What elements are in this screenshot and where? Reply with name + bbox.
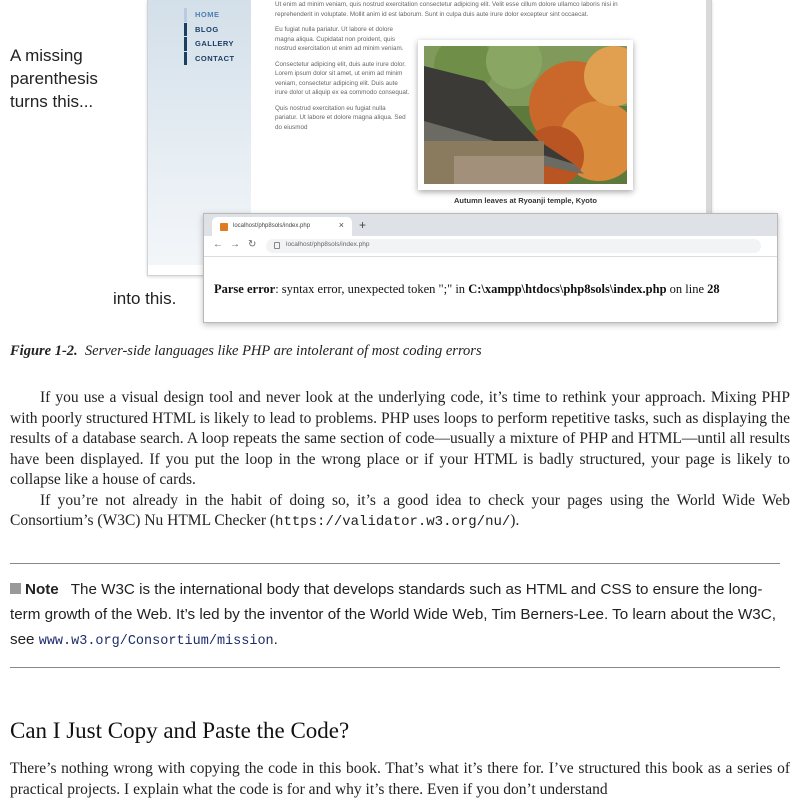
website-nav-home: HOME	[184, 8, 235, 22]
address-url: localhost/php8sols/index.php	[286, 241, 370, 248]
body-paragraph-end: ).	[510, 512, 520, 529]
favicon-icon	[220, 223, 228, 231]
reload-icon: ↻	[248, 239, 257, 250]
figure-label-before: A missing parenthesis turns this...	[10, 46, 98, 111]
note-heading: Note	[25, 581, 59, 598]
website-paragraph: Consectetur adipicing elit, duis aute irure dolor. Lorem ipsum dolor sit amet, ut enim ad minim veniam, consectetur adipicing elit. Duis aute irure dolor ut aliquip ex ea commodo consequat.	[275, 60, 410, 96]
note-square-icon	[10, 583, 21, 594]
body-paragraph: If you use a visual design tool and never look at the underlying code, it’s time to rethink your approach. Mixing PHP with poorly structured HTML is likely to lead to problems. PHP uses loops to perform repetitive tasks, such as displaying the results of a database search. A loop repeats the same section of code—usually a mixture of PHP and HTML—until all results have been displayed. If you put the loop in the wrong place or if your HTML is badly structured, your page is likely to collapse like a house of cards.	[10, 389, 790, 488]
address-bar	[266, 239, 761, 253]
browser-tab-title: localhost/php8sols/index.php	[233, 223, 311, 229]
back-arrow-icon: ←	[213, 239, 223, 250]
note-text-end: .	[273, 631, 278, 648]
figure	[0, 0, 800, 335]
section-paragraph: There’s nothing wrong with copying the code in this book. That’s what it’s there for. I’ve structured this book as a series of practical projects. I explain what the code is for and why it’s there. Even if you don’t understand	[10, 760, 790, 798]
forward-arrow-icon: →	[230, 239, 240, 250]
website-nav	[184, 8, 235, 66]
website-intro-paragraph: Ut enim ad minim veniam, quis nostrud exercitation consectetur adipicing elit. Velit esse cillum dolore ullamco laboris nisi in reprehenderit in voluptate. Mollit anim id est laborum. Sunt in culpa duis aute irure dolor excepteur sint occaecat.	[275, 1, 618, 18]
website-nav-contact: CONTACT	[184, 52, 235, 66]
error-on-line: on line	[666, 282, 708, 296]
website-paragraph: Quis nostrud exercitation eu fugiat nulla pariatur. Ut labore et dolore magna aliqua. Sed do eiusmod	[275, 104, 406, 131]
error-path: C:\xampp\htdocs\php8sols\index.php	[468, 282, 667, 296]
validator-link[interactable]: https://validator.w3.org/nu/	[275, 514, 511, 530]
temple-photo	[418, 40, 633, 190]
photo-caption: Autumn leaves at Ryoanji temple, Kyoto	[454, 196, 597, 205]
note-text: The W3C is the international body that develops standards such as HTML and CSS to ensure the long-term growth of the Web. It’s led by the inventor of the World Wide Web, Tim Berners-Lee. To learn about the W3C, see	[10, 581, 776, 648]
error-label: Parse error	[214, 282, 276, 296]
browser-tabstrip	[204, 214, 777, 236]
figure-caption-text: Server-side languages like PHP are intolerant of most coding errors	[84, 343, 482, 359]
php-error-message	[214, 282, 720, 297]
browser-window	[203, 213, 778, 323]
browser-toolbar	[204, 236, 777, 257]
temple-photo-image	[424, 46, 627, 184]
lock-icon	[274, 242, 280, 249]
body-paragraph-text: If you’re not already in the habit of doing so, it’s a good idea to check your pages using the World Wide Web Consortium’s (W3C) Nu HTML Checker (	[10, 491, 790, 529]
website-nav-gallery: GALLERY	[184, 37, 235, 51]
plus-icon: +	[359, 218, 367, 232]
note-box	[10, 563, 780, 668]
body-text	[10, 388, 790, 533]
figure-label-after: into this.	[113, 289, 177, 308]
figure-caption-label: Figure 1-2.	[10, 343, 78, 359]
website-paragraph: Eu fugiat nulla pariatur. Ut labore et dolore magna aliqua. Cupidatat non proident, quis nostrud exercitation ut enim ad minim veniam.	[275, 26, 404, 52]
w3c-mission-link[interactable]: www.w3.org/Consortium/mission	[38, 634, 274, 649]
error-line-number: 28	[707, 282, 720, 296]
section-heading: Can I Just Copy and Paste the Code?	[10, 718, 350, 743]
body-paragraph	[10, 491, 790, 533]
figure-caption	[10, 343, 482, 360]
error-message: : syntax error, unexpected token ";" in	[275, 282, 469, 296]
browser-tab	[212, 217, 352, 236]
close-icon: ×	[338, 220, 344, 230]
website-nav-blog: BLOG	[184, 23, 235, 37]
